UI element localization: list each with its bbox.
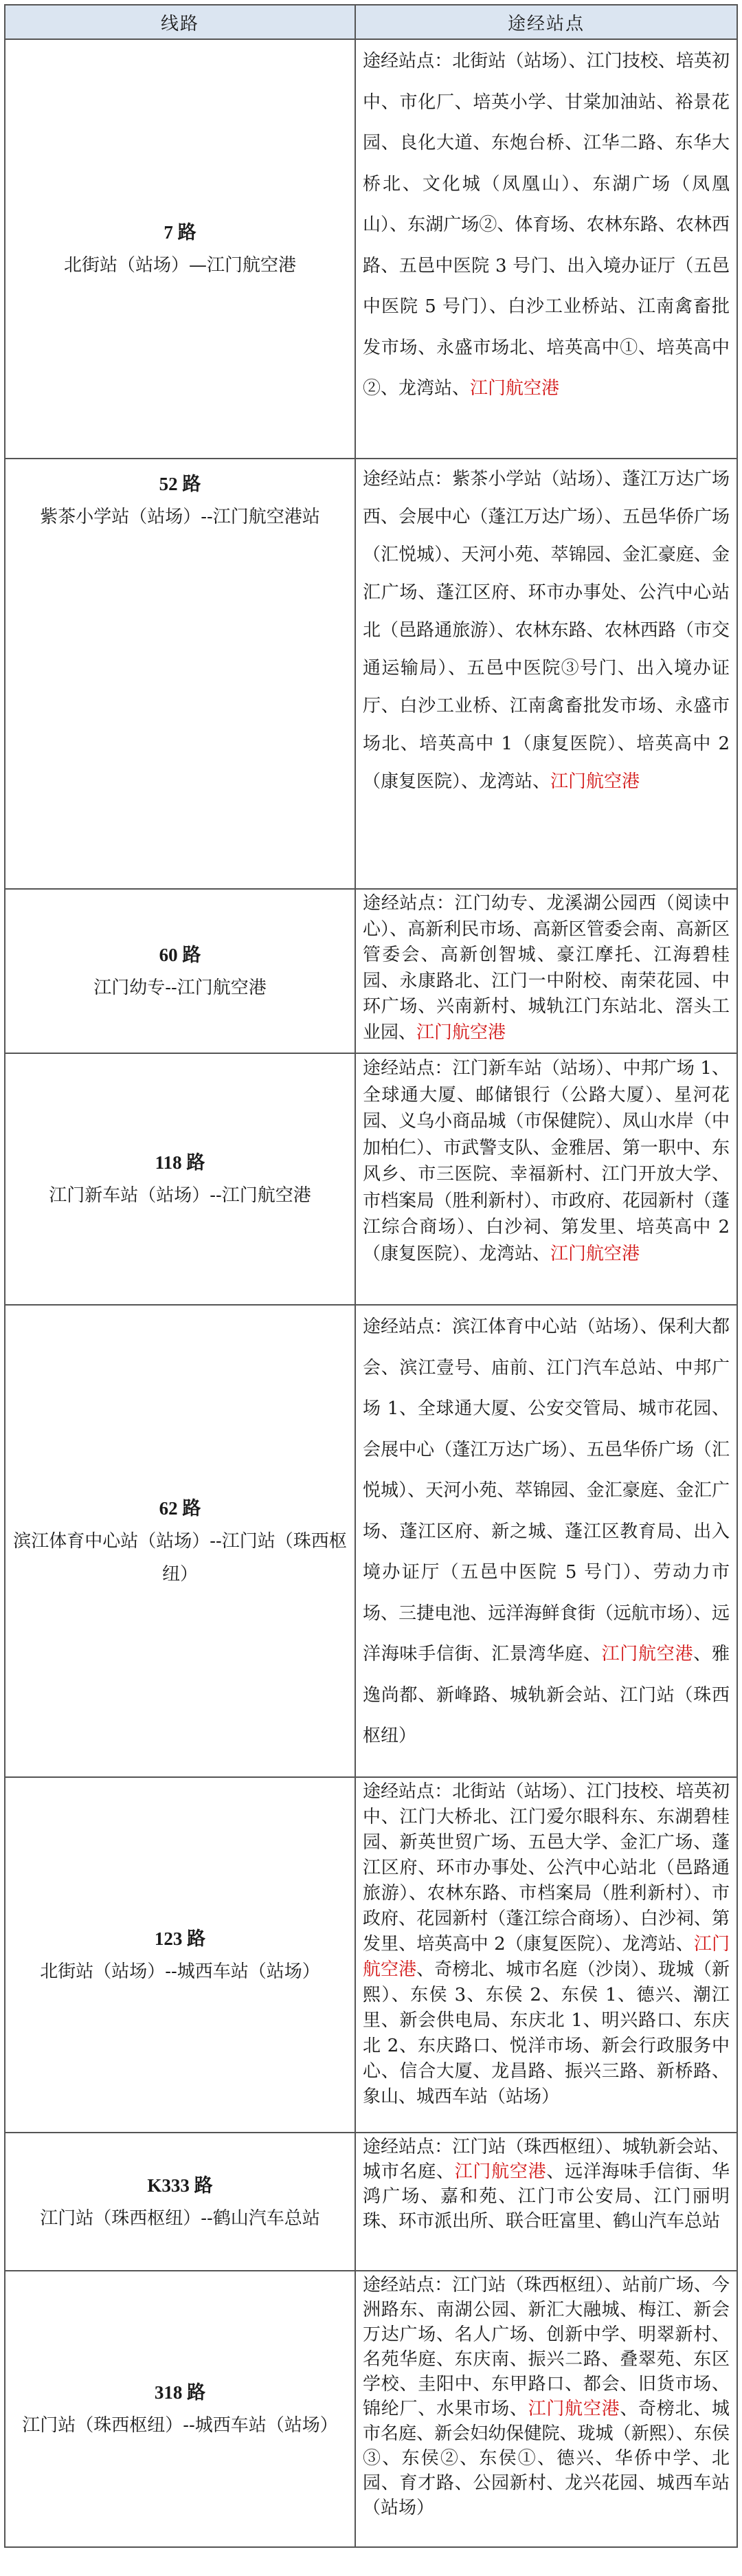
route-endpoints: 紫茶小学站（站场）--江门航空港站 <box>40 507 320 527</box>
highlight-stop: 江门航空港 <box>470 378 560 399</box>
stops-cell <box>355 2133 737 2271</box>
stops-text-after: 、远洋海味手信街、华鸿广场、嘉和苑、江门市公安局、江门丽明珠、环市派出所、联合旺富里、鹤山汽车总站 <box>363 2161 730 2232</box>
stops-cell <box>355 1053 737 1305</box>
route-number: 62 路 <box>159 1497 201 1519</box>
highlight-stop: 江门航空港 <box>363 1934 730 1980</box>
highlight-stop: 江门航空港 <box>550 771 640 792</box>
table-row <box>5 2271 737 2547</box>
stops-text: 途经站点：江门站（珠西枢纽）、城轨新会站、城市名庭、 <box>363 2137 730 2182</box>
route-number: 52 路 <box>159 474 201 494</box>
table-row <box>5 39 737 459</box>
stops-text: 途经站点：江门站（珠西枢纽）、站前广场、今洲路东、南湖公园、新汇大融城、梅江、新会万达广场、名人广场、创新中学、明翠新村、名苑华庭、东庆南、振兴二路、叠翠苑、东区学校、圭阳中、东甲路口、都会、旧货市场、锦纶厂、水果市场、 <box>363 2275 730 2419</box>
table-row <box>5 889 737 1053</box>
highlight-stop: 江门航空港 <box>601 1644 694 1664</box>
route-number: 7 路 <box>164 222 196 243</box>
route-endpoints: 江门新车站（站场）--江门航空港 <box>49 1185 311 1206</box>
table-row <box>5 2133 737 2271</box>
route-cell <box>5 39 355 459</box>
table-row <box>5 1305 737 1777</box>
highlight-stop: 江门航空港 <box>454 2161 547 2182</box>
table-row <box>5 1777 737 2133</box>
route-endpoints: 北街站（站场）--城西车站（站场） <box>40 1961 320 1982</box>
route-number: 123 路 <box>154 1928 206 1949</box>
route-cell <box>5 459 355 889</box>
route-endpoints: 江门站（珠西枢纽）--城西车站（站场） <box>22 2415 338 2436</box>
stops-text-after: 、雅逸尚都、新峰路、城轨新会站、江门站（珠西枢纽） <box>363 1644 730 1746</box>
stops-text-after: 、奇榜北、城市名庭、新会妇幼保健院、珑城（新熙）、东侯③、东侯②、东侯①、德兴、华侨中学、北园、育才路、公园新村、龙兴花园、城西车站（站场） <box>363 2399 730 2518</box>
stops-cell <box>355 889 737 1053</box>
stops-text: 途经站点：紫茶小学站（站场）、蓬江万达广场西、会展中心（蓬江万达广场）、五邑华侨广场（汇悦城）、天河小苑、萃锦园、金汇豪庭、金汇广场、蓬江区府、环市办事处、公汽中心站北（邑路通旅游）、农林东路、农林西路（市交通运输局）、五邑中医院③号门、出入境办证厅、白沙工业桥、江南禽畜批发市场、永盛市场北、培英高中 1（康复医院）、培英高中 2（康复医院）、龙湾站、 <box>363 469 730 792</box>
bus-route-table <box>4 4 738 2548</box>
route-endpoints: 江门幼专--江门航空港 <box>93 977 267 998</box>
header-route: 线路 <box>5 5 355 39</box>
route-number: 318 路 <box>154 2382 206 2403</box>
route-endpoints: 滨江体育中心站（站场）--江门站（珠西枢纽） <box>13 1530 347 1585</box>
route-cell <box>5 1053 355 1305</box>
highlight-stop: 江门航空港 <box>528 2399 620 2419</box>
route-number: 60 路 <box>159 944 201 965</box>
stops-cell <box>355 1777 737 2133</box>
stops-cell <box>355 39 737 459</box>
highlight-stop: 江门航空港 <box>550 1243 640 1264</box>
route-table-sheet <box>4 4 737 2548</box>
table-row <box>5 1053 737 1305</box>
stops-cell <box>355 2271 737 2547</box>
highlight-stop: 江门航空港 <box>416 1022 506 1043</box>
stops-text-after: 、奇榜北、城市名庭（沙岗）、珑城（新熙）、东侯 3、东侯 2、东侯 1、德兴、潮江里、新会供电局、东庆北 1、明兴路口、东庆北 2、东庆路口、悦洋市场、新会行政服务中心、信合大厦、龙昌路、振兴三路、新桥路、象山、城西车站（站场） <box>363 1959 730 2107</box>
table-header-row <box>5 5 737 39</box>
route-number: K333 路 <box>147 2175 213 2196</box>
stops-text: 途经站点：北街站（站场）、江门技校、培英初中、市化厂、培英小学、甘棠加油站、裕景花园、良化大道、东炮台桥、江华二路、东华大桥北、文化城（凤凰山）、东湖广场（凤凰山）、东湖广场②、体育场、农林东路、农林西路、五邑中医院 3 号门、出入境办证厅（五邑中医院 5 号门）、白沙工业桥站、江南禽畜批发市场、永盛市场北、培英高中①、培英高中②、龙湾站、 <box>363 51 730 399</box>
header-stops: 途经站点 <box>355 5 737 39</box>
route-endpoints: 北街站（站场）—江门航空港 <box>63 255 296 276</box>
route-number: 118 路 <box>155 1152 205 1173</box>
table-row <box>5 459 737 889</box>
route-cell <box>5 1305 355 1777</box>
route-endpoints: 江门站（珠西枢纽）--鹤山汽车总站 <box>40 2208 320 2229</box>
route-cell <box>5 1777 355 2133</box>
route-cell <box>5 2133 355 2271</box>
stops-text: 途经站点：江门新车站（站场）、中邦广场 1、全球通大厦、邮储银行（公路大厦）、星河花园、义乌小商品城（市保健院）、凤山水岸（中加柏仁）、市武警支队、金雅居、第一职中、东风乡、市三医院、幸福新村、江门开放大学、市档案局（胜利新村）、市政府、花园新村（蓬江综合商场）、白沙祠、第发里、培英高中 2（康复医院）、龙湾站、 <box>363 1058 730 1264</box>
stops-cell <box>355 1305 737 1777</box>
stops-text: 途经站点：滨江体育中心站（站场）、保利大都会、滨江壹号、庙前、江门汽车总站、中邦广场 1、全球通大厦、公安交管局、城市花园、会展中心（蓬江万达广场）、五邑华侨广场（汇悦城）、天河小苑、萃锦园、金汇豪庭、金汇广场、蓬江区府、新之城、蓬江区教育局、出入境办证厅（五邑中医院 5 号门）、劳动力市场、三捷电池、远洋海鲜食街（远航市场）、远洋海味手信街、汇景湾华庭、 <box>363 1317 730 1664</box>
stops-cell <box>355 459 737 889</box>
route-cell <box>5 2271 355 2547</box>
stops-text: 途经站点：北街站（站场）、江门技校、培英初中、江门大桥北、江门爱尔眼科东、东湖碧桂园、新英世贸广场、五邑大学、金汇广场、蓬江区府、环市办事处、公汽中心站北（邑路通旅游）、农林东路、市档案局（胜利新村）、市政府、花园新村（蓬江综合商场）、白沙祠、第发里、培英高中 2（康复医院）、龙湾站、 <box>363 1781 730 1955</box>
stops-text: 途经站点：江门幼专、龙溪湖公园西（阅读中心）、高新利民市场、高新区管委会南、高新区管委会、高新创智城、豪江摩托、江海碧桂园、永康路北、江门一中附校、南荣花园、中环广场、兴南新村、城轨江门东站北、滘头工业园、 <box>363 893 730 1043</box>
route-cell <box>5 889 355 1053</box>
